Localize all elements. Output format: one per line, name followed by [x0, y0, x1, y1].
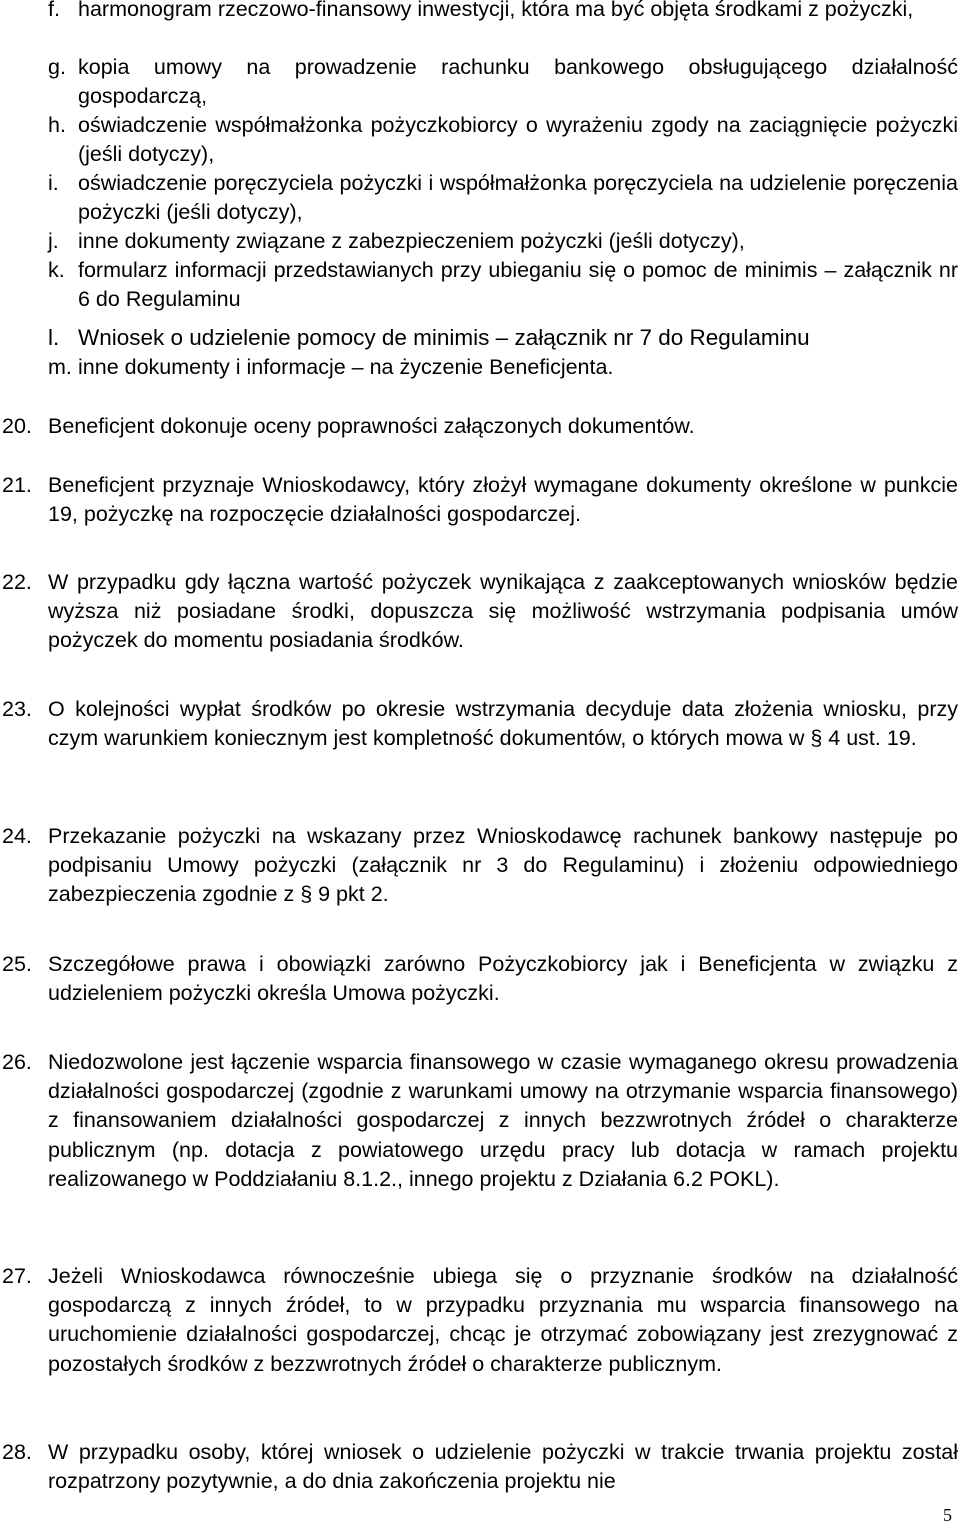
list-item-i	[48, 169, 958, 227]
paragraph-text: Beneficjent dokonuje oceny poprawności załączonych dokumentów.	[48, 414, 695, 438]
paragraph-text: W przypadku osoby, której wniosek o udzielenie pożyczki w trakcie trwania projektu został rozpatrzony pozytywnie, a do dnia zakończenia projektu nie	[48, 1440, 958, 1494]
paragraph-27	[2, 1262, 958, 1379]
list-item-f	[48, 0, 958, 24]
list-item-letter: k.	[48, 258, 65, 282]
paragraph-22	[2, 568, 958, 656]
list-item-text: oświadczenie poręczyciela pożyczki i współmałżonka poręczyciela na udzielenie poręczenia pożyczki (jeśli dotyczy),	[78, 171, 958, 224]
paragraph-24	[2, 822, 958, 910]
list-item-text: Wniosek o udzielenie pomocy de minimis – załącznik nr 7 do Regulaminu	[78, 325, 810, 350]
paragraph-number: 25.	[2, 952, 32, 976]
paragraph-number: 23.	[2, 697, 32, 721]
list-item-text: oświadczenie współmałżonka pożyczkobiorcy o wyrażeniu zgody na zaciągnięcie pożyczki (jeśli dotyczy),	[78, 113, 958, 166]
paragraph-25	[2, 950, 958, 1008]
list-item-letter: j.	[48, 229, 59, 253]
list-item-l	[48, 323, 958, 352]
list-item-m	[48, 353, 958, 382]
paragraph-text: Przekazanie pożyczki na wskazany przez Wnioskodawcę rachunek bankowy następuje po podpisaniu Umowy pożyczki (załącznik nr 3 do Regulaminu) i złożeniu odpowiedniego zabezpieczenia zgodnie z § 9 pkt 2.	[48, 824, 958, 907]
paragraph-28	[2, 1438, 958, 1496]
list-item-j	[48, 227, 958, 256]
list-item-text: inne dokumenty i informacje – na życzenie Beneficjenta.	[78, 355, 614, 379]
list-item-text: formularz informacji przedstawianych przy ubieganiu się o pomoc de minimis – załącznik nr 6 do Regulaminu	[78, 258, 958, 311]
list-item-letter: i.	[48, 171, 59, 195]
list-item-text: harmonogram rzeczowo-finansowy inwestycji, która ma być objęta środkami z pożyczki,	[78, 0, 914, 21]
list-item-letter: h.	[48, 113, 66, 137]
list-item-h	[48, 111, 958, 169]
list-item-g	[48, 53, 958, 111]
list-item-letter: f.	[48, 0, 60, 21]
list-item-letter: g.	[48, 55, 66, 79]
paragraph-text: Beneficjent przyznaje Wnioskodawcy, który złożył wymagane dokumenty określone w punkcie 19, pożyczkę na rozpoczęcie działalności gospodarczej.	[48, 473, 958, 527]
paragraph-number: 28.	[2, 1440, 32, 1464]
paragraph-text: Jeżeli Wnioskodawca równocześnie ubiega się o przyznanie środków na działalność gospodarczą z innych źródeł, to w przypadku przyznania mu wsparcia finansowego na uruchomienie działalności gospodarczej, chcąc je otrzymać zobowiązany jest zrezygnować z pozostałych środków z bezzwrotnych źródeł o charakterze publicznym.	[48, 1264, 958, 1376]
list-item-text: kopia umowy na prowadzenie rachunku bankowego obsługującego działalność gospodarczą,	[78, 55, 958, 108]
list-item-letter: l.	[48, 325, 60, 350]
paragraph-number: 21.	[2, 473, 32, 497]
paragraph-number: 26.	[2, 1050, 32, 1074]
list-item-text: inne dokumenty związane z zabezpieczeniem pożyczki (jeśli dotyczy),	[78, 229, 745, 253]
list-item-k	[48, 256, 958, 314]
paragraph-text: Szczegółowe prawa i obowiązki zarówno Pożyczkobiorcy jak i Beneficjenta w związku z udzieleniem pożyczki określa Umowa pożyczki.	[48, 952, 958, 1006]
paragraph-text: W przypadku gdy łączna wartość pożyczek wynikająca z zaakceptowanych wniosków będzie wyższa niż posiadane środki, dopuszcza się możliwość wstrzymania podpisania umów pożyczek do momentu posiadania środków.	[48, 570, 958, 653]
paragraph-number: 24.	[2, 824, 32, 848]
paragraph-text: O kolejności wypłat środków po okresie wstrzymania decyduje data złożenia wniosku, przy czym warunkiem koniecznym jest kompletność dokumentów, o których mowa w § 4 ust. 19.	[48, 697, 958, 751]
paragraph-number: 22.	[2, 570, 32, 594]
paragraph-21	[2, 471, 958, 529]
paragraph-26	[2, 1048, 958, 1194]
list-item-letter: m.	[48, 355, 72, 379]
paragraph-text: Niedozwolone jest łączenie wsparcia finansowego w czasie wymaganego okresu prowadzenia działalności gospodarczej (zgodnie z warunkami umowy na otrzymanie wsparcia finansowego) z finansowaniem działalności gospodarczej z innych bezzwrotnych źródeł o charakterze publicznym (np. dotacja z powiatowego urzędu pracy lub dotacja w ramach projektu realizowanego w Poddziałaniu 8.1.2., innego projektu z Działania 6.2 POKL).	[48, 1050, 958, 1191]
paragraph-20	[2, 412, 958, 441]
paragraph-number: 27.	[2, 1264, 32, 1288]
paragraph-number: 20.	[2, 414, 32, 438]
paragraph-23	[2, 695, 958, 753]
page-number: 5	[943, 1505, 952, 1525]
